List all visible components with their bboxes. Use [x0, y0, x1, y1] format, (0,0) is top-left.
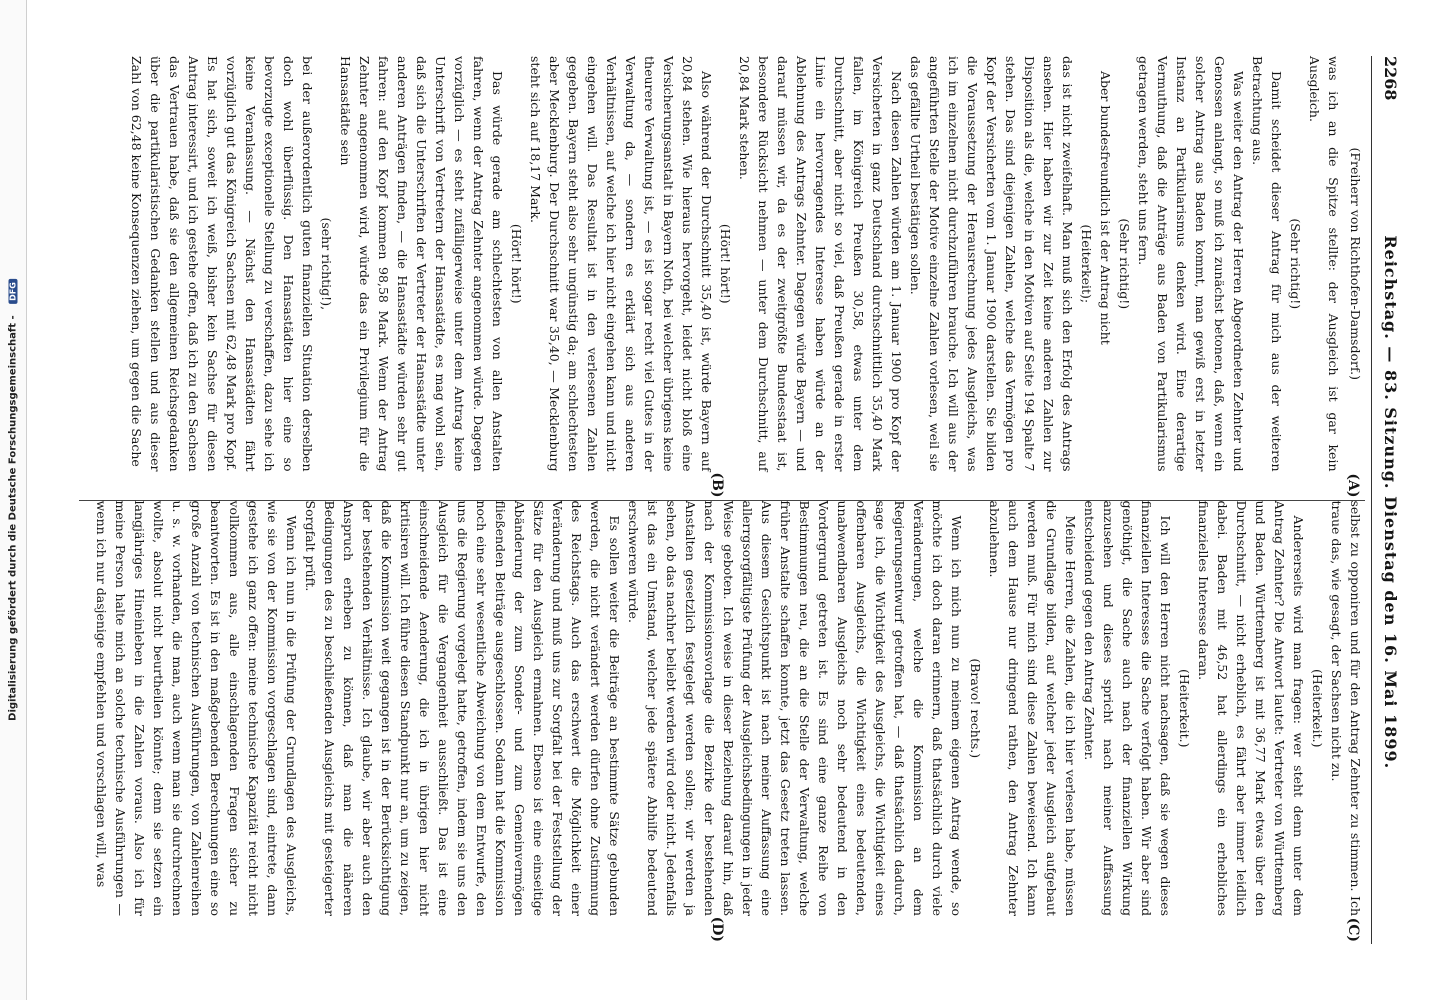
margin-mark-b: (B)	[709, 472, 725, 498]
paragraph: bei der außerordentlich guten finanziellen Situation derselben doch wohl überflüssig. Den Hansastädten hier eine so bevorzugte exceptionelle Stellung zu verschaffen, dazu sehe ich keine Veranlassung. — Nächst den Hansastädten fährt vorzüglich gut das Königreich Sachsen mit 62,48 Mark pro Kopf. Es hat sich, soweit ich weiß, bisher kein Sachse für diesen Antrag interessirt, und ich gestehe offen, daß ich zu den Sachsen das Vertrauen habe, daß sie den allgemeinen Reichsgedanken über die partikularistischen Gedanken stellen und aus dieser Zahl von 62,48 keine Konsequenzen ziehen, um gegen die Sache	[129, 56, 315, 472]
interjection: (Hört! hört!)	[509, 223, 524, 304]
interjection: (Sehr richtig!)	[1117, 218, 1132, 310]
text-columns	[79, 56, 1365, 944]
digitization-credit-strip	[0, 0, 27, 1000]
right-column	[79, 501, 1365, 945]
paragraph: Aber bundesfreundlich ist der Antrag nicht	[1098, 71, 1113, 345]
paragraph: Wenn ich nun in die Prüfung der Grundlagen des Ausgleichs, wie sie von der Kommission vorgeschlagen sind, eintrete, dann gestehe ich ganz offen: meine technische Kapazität reicht nicht vollkommen aus, alle einschlagenden Fragen sicher zu beantworten. Es ist in den maßgebenden Berechnungen eine so große Anzahl von technischen Ausführungen, von Zahlenreihen u. s. w. vorhanden, die man, auch wenn man sie durchrechnen wollte, absolut nicht beurtheilen könnte; denn sie setzen ein langjähriges Hineinleben in die Zahlen voraus. Also ich für meine Person halte mich an solche technische Ausführungen — wenn ich nur dasjenige empfehlen und vorschlagen will, was	[94, 500, 299, 916]
speaker-name: (Freiherr von Richthofen-Damsdorf.)	[1348, 147, 1363, 381]
page-title: Reichstag. — 83. Sitzung. Dienstag den 16. Mai 1899.	[1381, 235, 1400, 770]
paragraph: Was weiter den Antrag der Herren Abgeordneten Zehnter und Genossen anlangt, so muß ich zunächst betonen, daß, wenn ein solcher Antrag aus Baden kommt, man gewiß erst in letzter Instanz an Partikularismus denken wird. Eine derartige Vermuthung, daß die Anträge aus Baden von Partikularismus getragen werden, steht uns fern.	[1136, 56, 1246, 472]
interjection: (Hört! hört!)	[718, 223, 733, 304]
interjection: (sehr richtig!),	[319, 217, 334, 311]
paragraph: Wenn ich mich nun zu meinem eigenen Antrag wende, so möchte ich doch daran erinnern, daß thatsächlich durch viele Veränderungen, welche die Kommission an dem Regierungsentwurf getroffen hat, — daß thatsächlich dadurch, sage ich, die Wichtigkeit des Ausgleichs, die Wichtigkeit eines offenbaren Ausgleichs, die Wichtigkeit eines bedeutenden, unabwendbaren Ausgleichs noch sehr bedeutend in den Vordergrund getreten ist. Es sind eine ganze Reihe von Bestimmungen neu, die an die Stelle der Verwaltung, welche früher Anstalte schaffen konnte, jetzt das Gesetz treten lassen. Aus diesem Gesichtspunkt ist nach meiner Auffassung eine allerrgsorgfältigste Prüfung der Ausgleichsbedingungen in jeder Weise geboten. Ich weise in dieser Beziehung darauf hin, daß nach der Kommissionsvorlage die Bezirke der bestehenden Anstalten gesetzlich festgelegt werden sollen; wir werden ja sehen, ob das nachher beliebt werden wird oder nicht. Jedenfalls ist das ein Umstand, welcher jede spätere Abhilfe bedeutend erschweren würde.	[626, 500, 964, 916]
paragraph: Meine Herren, die Zahlen, die ich hier verlesen habe, müssen die Grundlage bilden, auf welcher jeder Ausgleich aufgebaut werden muß. Für mich sind diese Zahlen beweisend. Ich kann auch dem Hause nur dringend rathen, den Antrag Zehnter abzulehnen.	[987, 500, 1078, 916]
dfg-logo: DFG	[9, 279, 18, 304]
paragraph: Nach diesen Zahlen würden am 1. Januar 1900 pro Kopf der Versicherten in ganz Deutschland durchschnittlich 35,40 Mark fallen, im Königreich Preußen 30,58, etwas unter dem Durchschnitt, aber nicht so viel, daß Preußen gerade in erster Linie ein hervorragendes Interesse haben würde an der Ablehnung des Antrags Zehnter. Dagegen würde Bayern — und darauf müssen wir, da es der zweitgrößte Bundesstaat ist, besondere Rücksicht nehmen — unter dem Durchschnitt, auf 20,84 Mark stehen.	[737, 56, 904, 472]
paragraph: Andererseits wird man fragen: wer steht denn unter dem Antrag Zehnter? Die Antwort lautet: Vertreter von Württemberg und Baden. Württemberg ist mit 36,77 Mark etwas über den Durchschnitt, — nicht erheblich, es fährt aber immer leidlich dabei. Baden mit 46,52 hat allerdings ein erhebliches finanzielles Interesse daran.	[1196, 500, 1306, 916]
paragraph: Also während der Durchschnitt 35,40 ist, würde Bayern auf 20,84 stehen. Wie hieraus hervorgeht, leidet nicht bloß eine Versicherungsanstalt in Bayern Noth, bei welcher übrigens keine theurere Verwaltung ist, — es ist sogar recht viel Gutes in der Verwaltung da, — sondern es erklärt sich aus anderen Verhältnissen, auf welche ich hier nicht eingehen kann und nicht eingehen will. Das Resultat ist in den verlesenen Zahlen gegeben. Bayern steht also sehr ungünstig da; am schlechtesten aber Mecklenburg. Der Durchschnitt war 35,40, — Mecklenburg steht sich auf 18,17 Mark.	[528, 56, 714, 472]
paragraph: Ich will den Herren nicht nachsagen, daß sie wegen dieses finanziellen Interesses die Sache verfolgt haben. Wir aber sind genöthigt, die Sache auch nach der finanziellen Wirkung anzusehen und dieses spricht nach meiner Auffassung entscheidend gegen den Antrag Zehnter.	[1082, 500, 1173, 916]
margin-mark-d: (D)	[709, 916, 725, 942]
interjection: (Sehr richtig!)	[1288, 218, 1303, 310]
page-header	[1374, 56, 1400, 944]
margin-mark-c: (C)	[1345, 917, 1361, 942]
left-column	[79, 56, 1365, 500]
rotated-page	[60, 30, 1420, 970]
header-rule	[1371, 56, 1372, 944]
margin-mark-a: (A)	[1345, 473, 1361, 498]
digitization-credit	[8, 279, 19, 721]
paragraph: das ist nicht zweifelhaft. Man muß sich den Erfolg des Antrags ansehen. Hier haben wir zur Zeit keine anderen Zahlen zur Disposition als die, welche in den Motiven auf Seite 194 Spalte 7 stehen. Das sind diejenigen Zahlen, welche das Vermögen pro Kopf der Versicherten vom 1. Januar 1900 darstellen. Sie bilden die Voraussetzung der Herausrechnung jedes Ausgleichs, was ich im einzelnen nicht durchzuführen brauche. Ich will aus der angeführten Stelle der Motive einzelne Zahlen vorlesen, weil sie das gefällte Urtheil bestätigen sollen.	[908, 56, 1075, 472]
paragraph: Damit scheidet dieser Antrag für mich aus der weiteren Betrachtung aus.	[1250, 56, 1284, 472]
paragraph: was ich an die Spitze stellte: der Ausgleich ist gar kein Ausgleich.	[1307, 56, 1341, 472]
paragraph: Das würde gerade am schlechtesten von allen Anstalten fahren, wenn der Antrag Zehnter angenommen würde. Dagegen vorzüglich — es steht zufälligerweise unter dem Antrag keine Unterschrift von Vertretern der Hansastädte, es mag wohl sein, daß sich die Unterschriften der Vertreter der Hansastädte unter anderen Anträgen finden, — die Hansastädte würden sehr gut fahren: auf den Kopf kommen 98,58 Mark. Wenn der Antrag Zehnter angenommen wird, würde das ein Privilegium für die Hansastädte sein	[338, 56, 505, 472]
page-number: 2268	[1381, 56, 1400, 101]
credit-text: Digitalisierung gefördert durch die Deutsche Forschungsgemeinschaft -	[7, 315, 19, 721]
interjection: (Heiterkeit.)	[1177, 669, 1192, 748]
interjection: (Heiterkeit);	[1079, 224, 1094, 304]
interjection: (Heiterkeit.)	[1310, 669, 1325, 748]
paragraph: Es sollen weiter die Beiträge an bestimmte Sätze gebunden werden, die nicht verändert werden dürfen ohne Zustimmung des Reichstags. Auch das erschwert die Möglichkeit einer Veränderung und muß uns zur Sorgfalt bei der Feststellung der Sätze für den Ausgleich ermahnen. Ebenso ist eine einseitige Abänderung der zum Sonder- und zum Gemeinvermögen fließenden Beiträge ausgeschlossen. Sodann hat die Kommission noch eine sehr wesentliche Abweichung von dem Entwurfe, den uns die Regierung vorgelegt hatte, getroffen, indem sie uns den Ausgleich für die Vergangenheit ausschließt. Das ist eine einschneidende Aenderung, die ich in übrigen hier nicht kritisiren will. Ich führe diesen Standpunkt nur an, um zu zeigen, daß die Kommission weit gegangen ist in der Berücksichtigung der bestehenden Verhältnisse. Ich glaube, wir aber auch den Anspruch erheben zu können, daß man die näheren Bedingungen des zu beschließenden Ausgleichs mit gesteigerter Sorgfalt prüft.	[303, 500, 622, 916]
interjection: (Bravo! rechts.)	[968, 658, 983, 759]
paragraph: selbst zu opponiren und für den Antrag Zehnter zu stimmen. Ich traue das, wie gesagt, der Sachsen nicht zu.	[1329, 500, 1363, 916]
